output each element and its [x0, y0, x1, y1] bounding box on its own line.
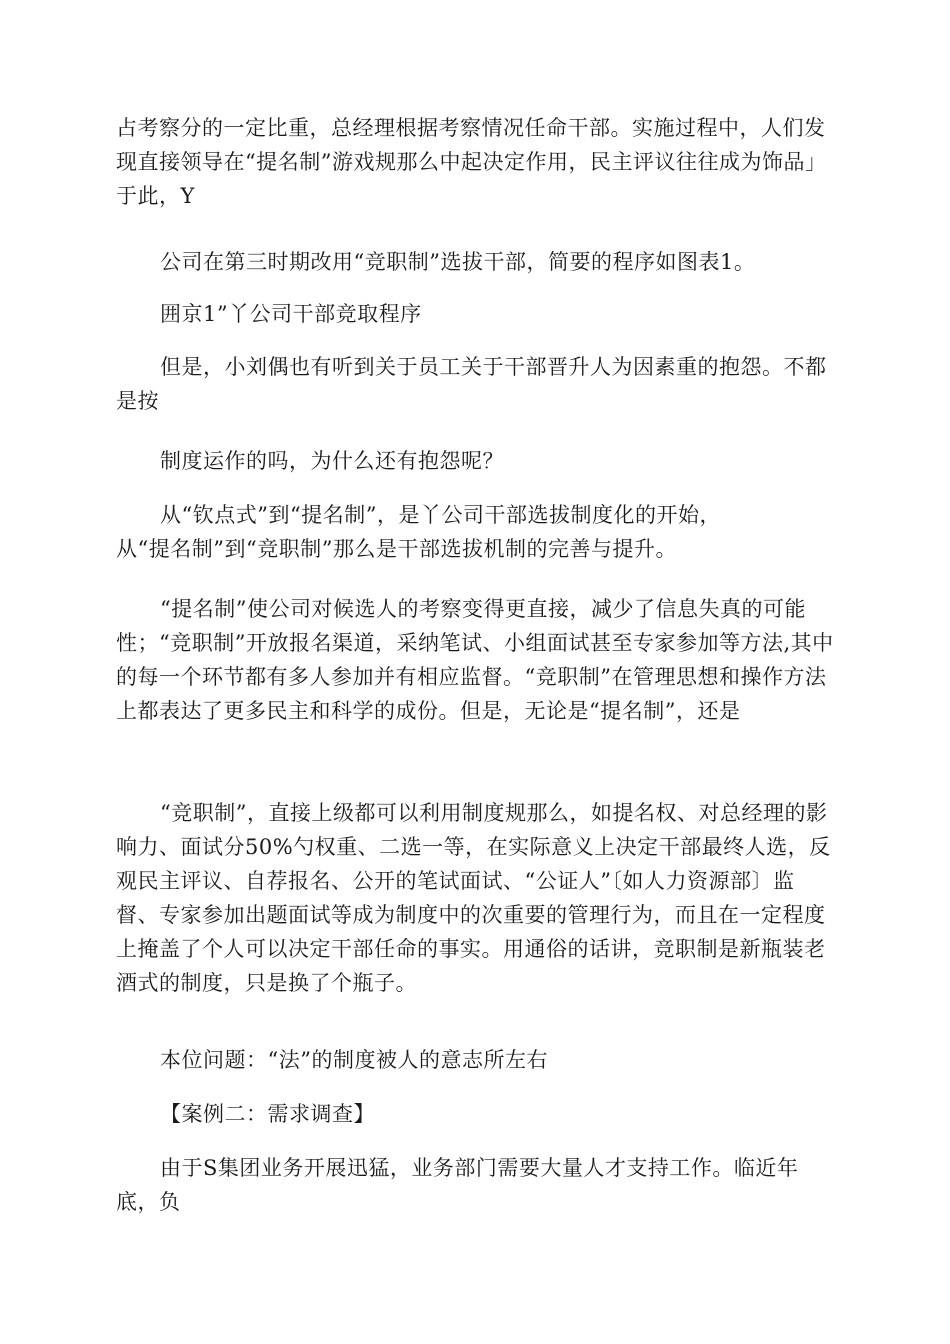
paragraph-competition-system: 公司在第三时期改用“竞职制”选拔干部，简要的程序如图表1。 [160, 250, 756, 274]
paragraph-nomination-analysis: “提名制”使公司对候选人的考察变得更直接，减少了信息失真的可能性；“竞职制”开放报名渠道，采纳笔试、小组面试甚至专家参加等方法,其中的每一个环节都有多人参加并有相应监督。“竞职制”在管理思想和操作方法上都表达了更多民主和科学的成份。但是，无论是“提名制”，还是 [116, 597, 834, 723]
paragraph-evolution: 从“钦点式”到“提名制”，是丫公司干部选拔制度化的开始， 从“提名制”到“竞职制”那么是干部选拔机制的完善与提升。 [116, 503, 721, 561]
case-two-heading: 【案例二：需求调查】 [160, 1102, 375, 1126]
paragraph-complaint: 但是，小刘偶也有听到关于员工关于干部晋升人为因素重的抱怨。不都是按 [116, 355, 827, 413]
paragraph-case-two-intro: 由于S集团业务开展迅猛，业务部门需要大量人才支持工作。临近年底，负 [116, 1156, 799, 1214]
paragraph-core-problem: 本位问题：“法”的制度被人的意志所左右 [160, 1048, 548, 1072]
paragraph-competition-analysis: “竞职制”，直接上级都可以利用制度规那么，如提名权、对总经理的影响力、面试分50%勺权重、二选一等，在实际意义上决定干部最终人选，反观民主评议、自荐报名、公开的笔试面试、“公证人”〔如人力资源部〕监督、专家参加出题面试等成为制度中的次重要的管理行为，而且在一定程度上掩盖了个人可以决定干部任命的事实。用通俗的话讲，竞职制是新瓶装老酒式的制度，只是换了个瓶子。 [116, 801, 831, 995]
paragraph-continuation: 占考察分的一定比重，总经理根据考察情况任命干部。实施过程中，人们发现直接领导在“提名制”游戏规那么中起决定作用，民主评议往往成为饰品」于此，Y [116, 116, 827, 208]
figure-caption: 囲京1”丫公司干部竞取程序 [160, 302, 422, 326]
paragraph-question: 制度运作的吗，为什么还有抱怨呢？ [160, 449, 504, 473]
